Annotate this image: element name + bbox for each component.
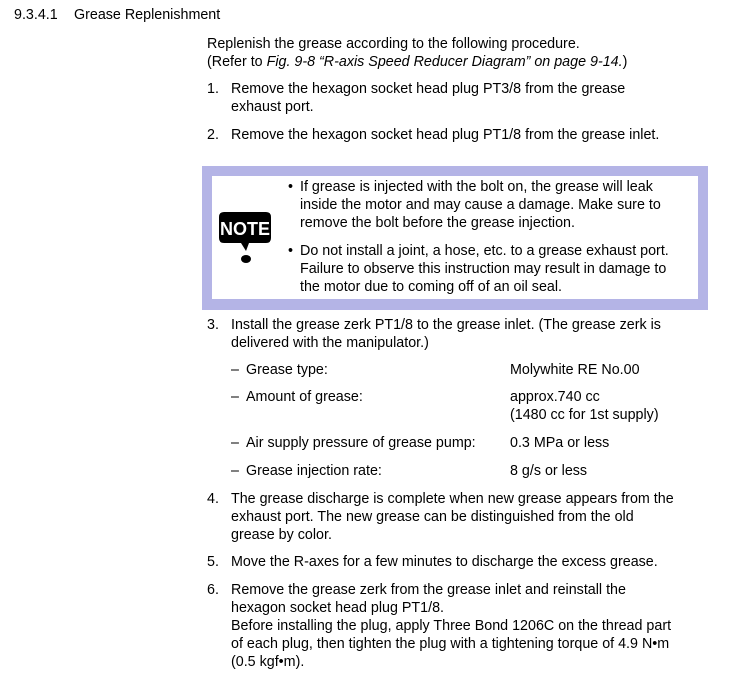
step-number: 5. [207, 554, 219, 570]
step-number: 2. [207, 127, 219, 143]
section-number: 9.3.4.1 [14, 7, 58, 23]
step-number: 6. [207, 582, 219, 598]
step-2-text: Remove the hexagon socket head plug PT1/8 from the grease inlet. [231, 127, 660, 143]
note-text: inside the motor and may cause a damage. Make sure to [300, 197, 661, 213]
step-number: 1. [207, 81, 219, 97]
step-number: 3. [207, 317, 219, 333]
note-text: Do not install a joint, a hose, etc. to a grease exhaust port. [300, 243, 669, 259]
spec-value-amount: approx.740 cc [510, 389, 600, 405]
note-text: If grease is injected with the bolt on, the grease will leak [300, 179, 653, 195]
step-1-text: exhaust port. [231, 99, 314, 115]
spec-value-pressure: 0.3 MPa or less [510, 435, 610, 451]
note-icon-label: NOTE [219, 219, 271, 239]
step-6-text: Before installing the plug, apply Three Bond 1206C on the thread part [231, 618, 672, 634]
note-text: the motor due to coming off of an oil seal. [300, 279, 563, 295]
figure-reference-link: Fig. 9-8 “R-axis Speed Reducer Diagram” on page 9-14. [266, 54, 623, 70]
spec-value-amount-first: (1480 cc for 1st supply) [510, 407, 659, 423]
spec-dash: – [231, 362, 239, 378]
step-4-text: grease by color. [231, 527, 332, 543]
figure-reference: (Refer to Fig. 9-8 “R-axis Speed Reducer Diagram” on page 9-14.) [207, 54, 628, 70]
section-title: Grease Replenishment [74, 7, 221, 23]
spec-value-rate: 8 g/s or less [510, 463, 588, 479]
spec-label-grease-type: Grease type: [246, 362, 328, 378]
step-6-text: Remove the grease zerk from the grease inlet and reinstall the [231, 582, 626, 598]
step-4-text: exhaust port. The new grease can be distinguished from the old [231, 509, 634, 525]
spec-value-grease-type: Molywhite RE No.00 [510, 362, 640, 378]
note-bullet: • [288, 243, 294, 259]
spec-label-rate: Grease injection rate: [246, 463, 382, 479]
step-3-text: Install the grease zerk PT1/8 to the grease inlet. (The grease zerk is [231, 317, 661, 333]
intro-text: Replenish the grease according to the following procedure. [207, 36, 580, 52]
step-5-text: Move the R-axes for a few minutes to discharge the excess grease. [231, 554, 658, 570]
step-6-text: (0.5 kgf•m). [231, 654, 305, 670]
step-6-text: of each plug, then tighten the plug with a tightening torque of 4.9 N•m [231, 636, 670, 652]
step-4-text: The grease discharge is complete when new grease appears from the [231, 491, 674, 507]
note-bullet: • [288, 179, 294, 195]
step-3-text: delivered with the manipulator.) [231, 335, 429, 351]
spec-label-amount: Amount of grease: [246, 389, 363, 405]
step-1-text: Remove the hexagon socket head plug PT3/8 from the grease [231, 81, 626, 97]
spec-dash: – [231, 463, 239, 479]
spec-dash: – [231, 435, 239, 451]
note-text: remove the bolt before the grease injection. [300, 215, 575, 231]
note-text: Failure to observe this instruction may result in damage to [300, 261, 667, 277]
spec-dash: – [231, 389, 239, 405]
note-icon [213, 212, 277, 272]
step-6-text: hexagon socket head plug PT1/8. [231, 600, 445, 616]
spec-label-pressure: Air supply pressure of grease pump: [246, 435, 476, 451]
step-number: 4. [207, 491, 219, 507]
